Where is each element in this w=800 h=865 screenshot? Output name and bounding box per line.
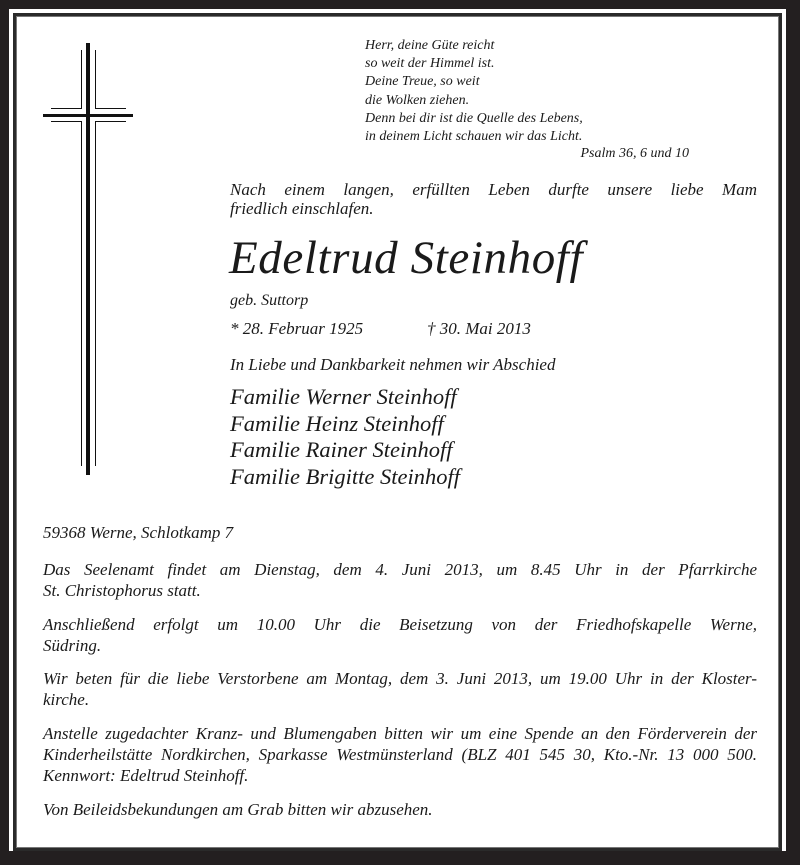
psalm-line: in deinem Licht schauen wir das Licht. (365, 129, 583, 145)
birth-date: * 28. Februar 1925 (230, 319, 364, 338)
intro-line: friedlich einschlafen. (230, 199, 374, 218)
psalm-reference: Psalm 36, 6 und 10 (580, 146, 689, 161)
psalm-line: die Wolken ziehen. (365, 92, 470, 108)
psalm-line: Herr, deine Güte reicht (365, 38, 495, 53)
psalm-line: Deine Treue, so weit (365, 74, 480, 90)
paragraph-line: Kinderheilstätte Nordkirchen, Sparkasse Westmünsterland (BLZ 401 545 30, Kto.-Nr. 13 000 500. (43, 745, 757, 764)
prayer-paragraph (43, 668, 757, 710)
family-name: Familie Werner Steinhoff (230, 384, 457, 409)
psalm-quote (365, 37, 695, 146)
psalm-line: so weit der Himmel ist. (365, 56, 495, 72)
paragraph-line: Wir beten für die liebe Verstorbene am Montag, dem 3. Juni 2013, um 19.00 Uhr in der Kloster- (43, 669, 757, 688)
intro-line: Nach einem langen, erfüllten Leben durfte unsere liebe Mam (230, 180, 757, 199)
paragraph-line: St. Christophorus statt. (43, 581, 201, 600)
burial-paragraph (43, 614, 757, 656)
donation-paragraph (43, 723, 757, 786)
death-date: † 30. Mai 2013 (427, 319, 531, 338)
deceased-name: Edeltrud Steinhoff (229, 232, 584, 284)
paragraph-line: Das Seelenamt findet am Dienstag, dem 4. Juni 2013, um 8.45 Uhr in der Pfarrkirche (43, 560, 757, 579)
family-list (230, 384, 460, 490)
paragraph-line: kirche. (43, 690, 90, 709)
paragraph-line: Kennwort: Edeltrud Steinhoff. (43, 766, 249, 785)
condolence-paragraph (43, 799, 757, 820)
farewell-text: In Liebe und Dankbarkeit nehmen wir Abschied (230, 355, 556, 374)
family-name: Familie Brigitte Steinhoff (230, 463, 460, 489)
maiden-name: geb. Suttorp (230, 292, 309, 309)
requiem-paragraph (43, 559, 757, 601)
paragraph-line: Anstelle zugedachter Kranz- und Blumengaben bitten wir um eine Spende an den Förderverein der (43, 724, 757, 743)
address: 59368 Werne, Schlotkamp 7 (43, 523, 234, 542)
paragraph-line: Anschließend erfolgt um 10.00 Uhr die Beisetzung von der Friedhofskapelle Werne, (43, 615, 757, 634)
family-name: Familie Heinz Steinhoff (230, 410, 444, 436)
paragraph-line: Südring. (43, 636, 102, 655)
family-name: Familie Rainer Steinhoff (230, 437, 453, 462)
paragraph-line: Von Beileidsbekundungen am Grab bitten wir abzusehen. (43, 800, 433, 819)
psalm-line: Denn bei dir ist die Quelle des Lebens, (365, 110, 583, 126)
intro-text (230, 180, 757, 218)
